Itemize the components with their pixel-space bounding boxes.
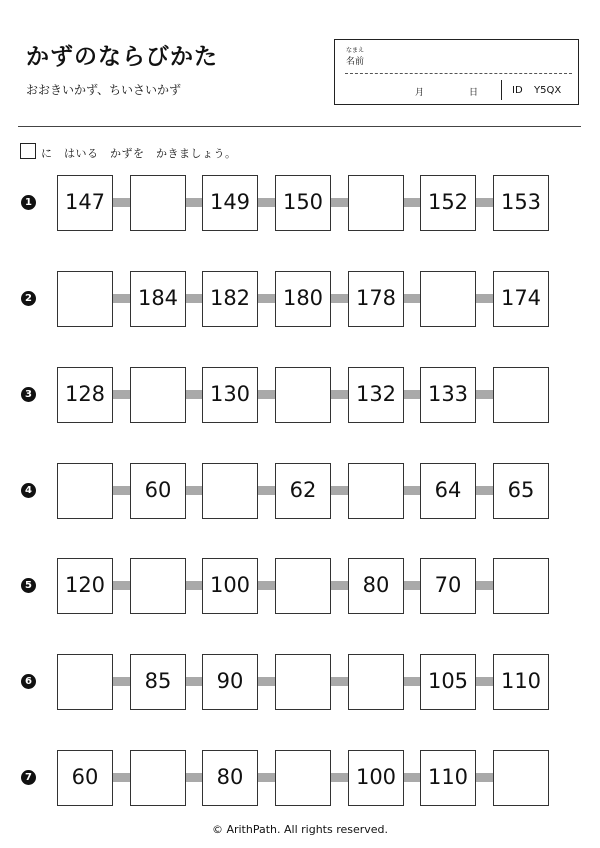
answer-box[interactable] (57, 463, 113, 519)
answer-box[interactable] (202, 463, 258, 519)
name-label: 名前 (346, 57, 365, 67)
answer-box[interactable] (130, 750, 186, 806)
number-box: 147 (57, 175, 113, 231)
connector-bar (331, 773, 348, 782)
copyright-footer: © ArithPath. All rights reserved. (211, 823, 389, 836)
answer-box[interactable] (57, 271, 113, 327)
connector-bar (113, 773, 130, 782)
connector-bar (476, 677, 493, 686)
month-label: 月 (415, 88, 425, 98)
number-box: 60 (130, 463, 186, 519)
id-separator (501, 80, 502, 100)
connector-bar (186, 294, 202, 303)
connector-bar (113, 677, 130, 686)
problem-number-badge: 4 (21, 483, 36, 498)
connector-bar (186, 773, 202, 782)
instruction-text: に はいる かずを かきましょう。 (41, 147, 237, 160)
answer-box[interactable] (275, 654, 331, 710)
connector-bar (113, 294, 130, 303)
connector-bar (404, 294, 420, 303)
answer-box[interactable] (348, 463, 404, 519)
answer-box[interactable] (348, 175, 404, 231)
connector-bar (258, 294, 275, 303)
connector-bar (258, 581, 275, 590)
problem-row (0, 175, 600, 231)
number-box: 182 (202, 271, 258, 327)
number-box: 80 (202, 750, 258, 806)
connector-bar (331, 486, 348, 495)
connector-bar (476, 581, 493, 590)
number-box: 62 (275, 463, 331, 519)
connector-bar (331, 390, 348, 399)
connector-bar (404, 486, 420, 495)
connector-bar (476, 773, 493, 782)
answer-box[interactable] (57, 654, 113, 710)
answer-box[interactable] (493, 367, 549, 423)
number-box: 128 (57, 367, 113, 423)
connector-bar (331, 677, 348, 686)
connector-bar (186, 390, 202, 399)
connector-bar (331, 198, 348, 207)
connector-bar (404, 390, 420, 399)
number-box: 130 (202, 367, 258, 423)
number-box: 180 (275, 271, 331, 327)
problem-row (0, 463, 600, 519)
connector-bar (476, 390, 493, 399)
number-box: 133 (420, 367, 476, 423)
answer-box[interactable] (275, 750, 331, 806)
number-box: 85 (130, 654, 186, 710)
connector-bar (258, 198, 275, 207)
number-box: 64 (420, 463, 476, 519)
name-box (334, 39, 579, 105)
id-label: ID (512, 85, 523, 96)
worksheet-subtitle: おおきいかず、ちいさいかず (26, 83, 182, 97)
problem-row (0, 654, 600, 710)
number-box: 100 (202, 558, 258, 614)
number-box: 152 (420, 175, 476, 231)
connector-bar (331, 581, 348, 590)
number-box: 149 (202, 175, 258, 231)
connector-bar (404, 773, 420, 782)
connector-bar (186, 486, 202, 495)
problem-number-badge: 3 (21, 387, 36, 402)
number-box: 110 (420, 750, 476, 806)
number-box: 90 (202, 654, 258, 710)
day-label: 日 (469, 88, 479, 98)
problem-number-badge: 5 (21, 578, 36, 593)
answer-box[interactable] (420, 271, 476, 327)
number-box: 105 (420, 654, 476, 710)
problem-row (0, 558, 600, 614)
worksheet-title: かずのならびかた (26, 44, 218, 70)
connector-bar (113, 581, 130, 590)
number-box: 80 (348, 558, 404, 614)
problem-row (0, 367, 600, 423)
instruction-box-icon (20, 143, 36, 159)
connector-bar (258, 773, 275, 782)
problem-number-badge: 1 (21, 195, 36, 210)
problem-row (0, 271, 600, 327)
connector-bar (476, 198, 493, 207)
connector-bar (113, 198, 130, 207)
problem-number-badge: 2 (21, 291, 36, 306)
connector-bar (476, 486, 493, 495)
answer-box[interactable] (493, 558, 549, 614)
number-box: 70 (420, 558, 476, 614)
problem-number-badge: 7 (21, 770, 36, 785)
number-box: 120 (57, 558, 113, 614)
connector-bar (186, 581, 202, 590)
connector-bar (186, 198, 202, 207)
number-box: 60 (57, 750, 113, 806)
connector-bar (258, 677, 275, 686)
answer-box[interactable] (130, 367, 186, 423)
name-ruby: なまえ (346, 47, 365, 54)
connector-bar (113, 486, 130, 495)
problem-number-badge: 6 (21, 674, 36, 689)
id-value: Y5QX (534, 85, 562, 96)
connector-bar (404, 198, 420, 207)
number-box: 150 (275, 175, 331, 231)
answer-box[interactable] (275, 367, 331, 423)
number-box: 178 (348, 271, 404, 327)
header-divider (18, 126, 581, 127)
connector-bar (404, 677, 420, 686)
answer-box[interactable] (275, 558, 331, 614)
connector-bar (258, 486, 275, 495)
number-box: 100 (348, 750, 404, 806)
connector-bar (476, 294, 493, 303)
number-box: 184 (130, 271, 186, 327)
answer-box[interactable] (348, 654, 404, 710)
answer-box[interactable] (493, 750, 549, 806)
number-box: 65 (493, 463, 549, 519)
number-box: 132 (348, 367, 404, 423)
connector-bar (404, 581, 420, 590)
answer-box[interactable] (130, 175, 186, 231)
problem-row (0, 750, 600, 806)
number-box: 174 (493, 271, 549, 327)
connector-bar (258, 390, 275, 399)
connector-bar (113, 390, 130, 399)
number-box: 110 (493, 654, 549, 710)
connector-bar (331, 294, 348, 303)
number-box: 153 (493, 175, 549, 231)
answer-box[interactable] (130, 558, 186, 614)
name-dotted-line (345, 73, 572, 74)
connector-bar (186, 677, 202, 686)
